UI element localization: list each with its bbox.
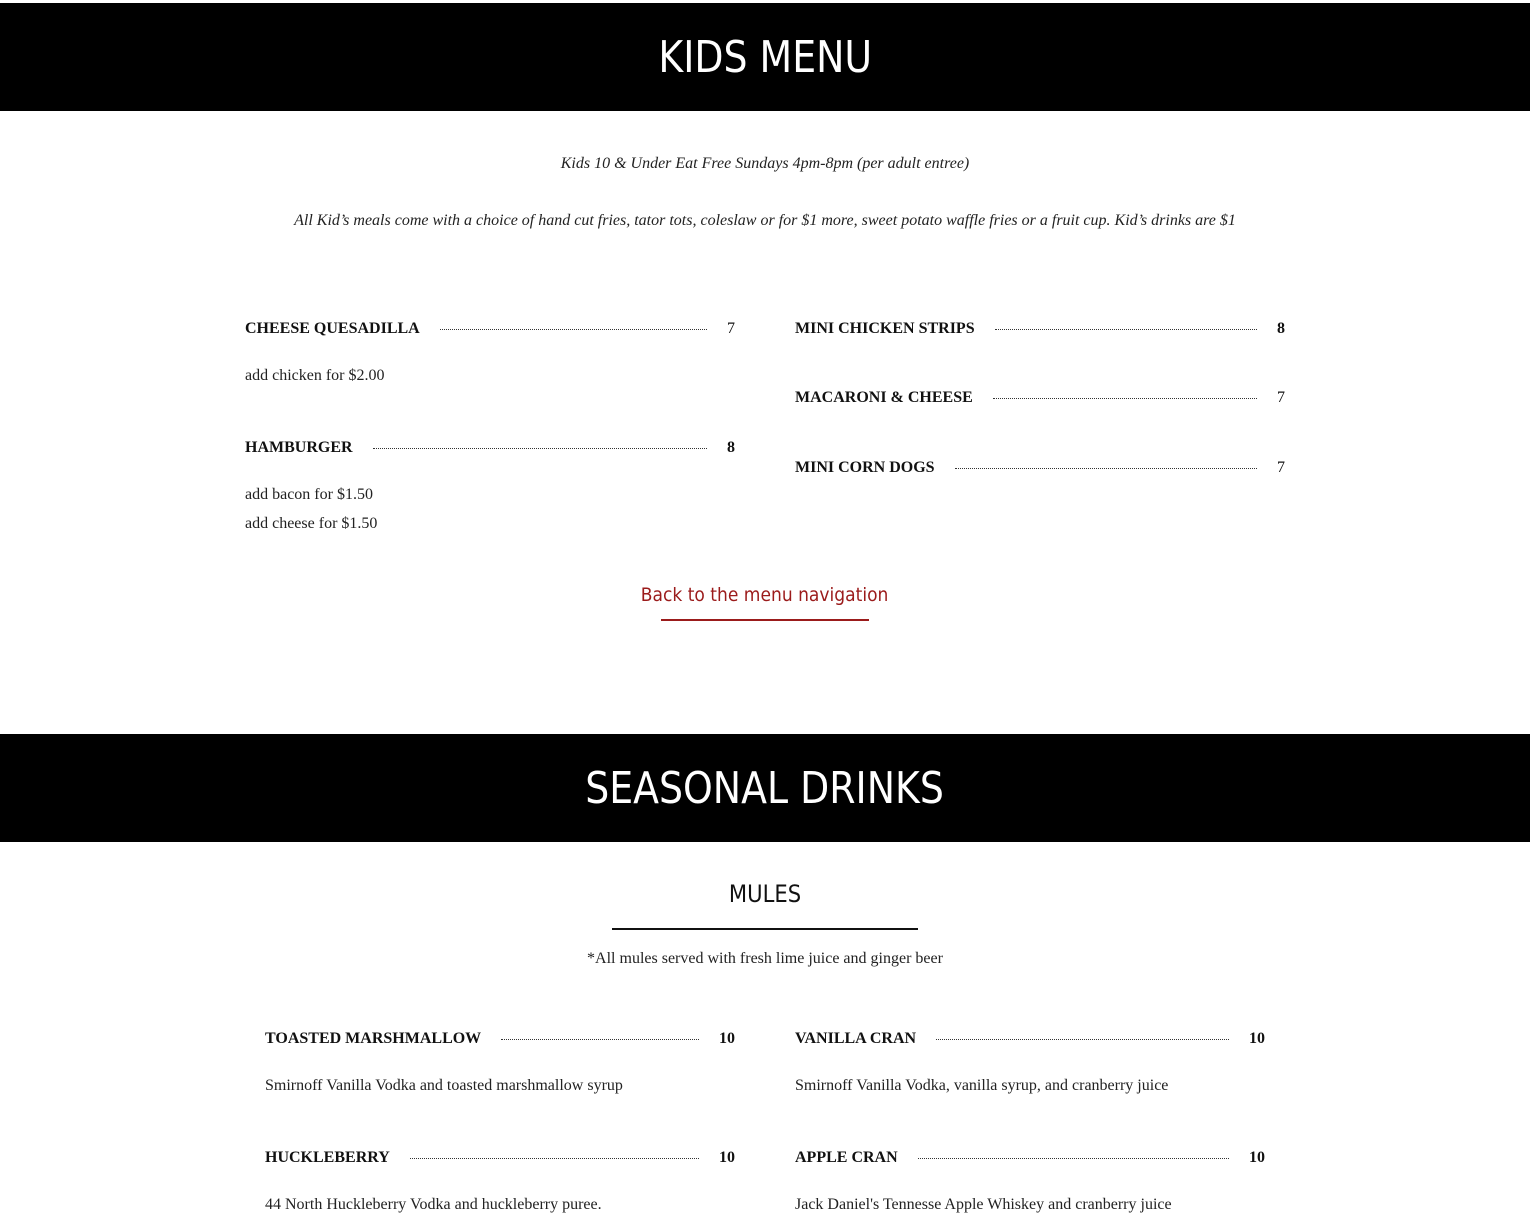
menu-item-hamburger: [245, 437, 735, 459]
drink-item-toasted-marshmallow: [265, 1028, 735, 1050]
drink-item-price: 10: [1249, 1030, 1265, 1047]
kids-menu-title: KIDS MENU: [658, 31, 872, 83]
menu-item-note: add bacon for $1.50: [245, 486, 373, 503]
menu-item-price: 8: [727, 439, 735, 456]
menu-item-price: 7: [727, 320, 735, 337]
drink-item-description: Jack Daniel's Tennesse Apple Whiskey and cranberry juice: [795, 1196, 1172, 1213]
drink-item-price: 10: [719, 1149, 735, 1166]
menu-item-name: MACARONI & CHEESE: [795, 389, 973, 406]
menu-item-macaroni-cheese: [795, 387, 1285, 409]
link-underline: [661, 619, 869, 621]
dotted-leader: [501, 1039, 699, 1040]
menu-item-mini-chicken-strips: [795, 318, 1285, 340]
menu-item-note: add chicken for $2.00: [245, 367, 385, 384]
menu-item-price: 7: [1277, 389, 1285, 406]
dotted-leader: [993, 398, 1257, 399]
menu-item-name: HAMBURGER: [245, 439, 353, 456]
drink-item-apple-cran: [795, 1147, 1265, 1169]
drink-item-name: VANILLA CRAN: [795, 1030, 917, 1047]
kids-menu-header: [0, 3, 1530, 111]
heading-rule: [612, 928, 918, 930]
dotted-leader: [995, 329, 1257, 330]
dotted-leader: [410, 1158, 699, 1159]
drink-item-name: APPLE CRAN: [795, 1149, 898, 1166]
menu-item-price: 8: [1277, 320, 1285, 337]
seasonal-drinks-header: [0, 734, 1530, 842]
dotted-leader: [918, 1158, 1229, 1159]
menu-item-name: MINI CORN DOGS: [795, 459, 935, 476]
drink-item-description: Smirnoff Vanilla Vodka and toasted marshmallow syrup: [265, 1077, 623, 1094]
dotted-leader: [440, 329, 707, 330]
back-to-menu-navigation-link-wrap: [0, 584, 1530, 606]
menu-item-name: MINI CHICKEN STRIPS: [795, 320, 975, 337]
dotted-leader: [373, 448, 707, 449]
mules-heading-wrap: [0, 880, 1530, 908]
menu-item-note: add cheese for $1.50: [245, 515, 378, 532]
drink-item-price: 10: [1249, 1149, 1265, 1166]
back-to-menu-navigation-link[interactable]: Back to the menu navigation: [641, 584, 889, 606]
kids-meals-sides-note: All Kid’s meals come with a choice of hand cut fries, tator tots, coleslaw or for $1 more, sweet potato waffle fries or a fruit cup. Kid’s drinks are $1: [294, 212, 1236, 229]
drink-item-vanilla-cran: [795, 1028, 1265, 1050]
menu-item-mini-corn-dogs: [795, 457, 1285, 479]
menu-item-price: 7: [1277, 459, 1285, 476]
drink-item-name: HUCKLEBERRY: [265, 1149, 390, 1166]
dotted-leader: [936, 1039, 1229, 1040]
menu-item-name: CHEESE QUESADILLA: [245, 320, 420, 337]
kids-free-sundays-note: Kids 10 & Under Eat Free Sundays 4pm-8pm (per adult entree): [560, 155, 970, 172]
mules-heading: MULES: [728, 880, 802, 908]
menu-item-cheese-quesadilla: [245, 318, 735, 340]
mules-note: *All mules served with fresh lime juice and ginger beer: [587, 950, 943, 967]
drink-item-price: 10: [719, 1030, 735, 1047]
drink-item-name: TOASTED MARSHMALLOW: [265, 1030, 482, 1047]
drink-item-description: 44 North Huckleberry Vodka and huckleberry puree.: [265, 1196, 602, 1213]
drink-item-huckleberry: [265, 1147, 735, 1169]
dotted-leader: [955, 468, 1257, 469]
drink-item-description: Smirnoff Vanilla Vodka, vanilla syrup, and cranberry juice: [795, 1077, 1169, 1094]
seasonal-drinks-title: SEASONAL DRINKS: [585, 762, 945, 814]
